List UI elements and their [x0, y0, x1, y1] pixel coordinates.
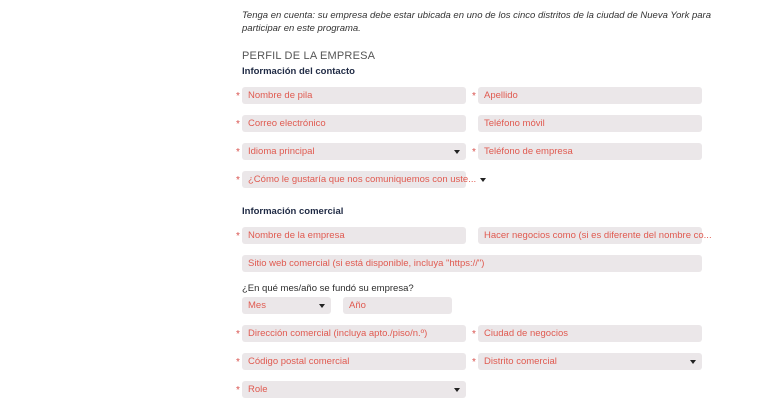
business-zip-input[interactable]: Código postal comercial	[242, 353, 466, 370]
required-mark: *	[236, 147, 240, 158]
required-mark: *	[472, 147, 476, 158]
required-mark: *	[236, 119, 240, 130]
business-city-input[interactable]: Ciudad de negocios	[478, 325, 702, 342]
required-mark: *	[472, 329, 476, 340]
chevron-down-icon	[319, 304, 325, 308]
founded-month-select[interactable]: Mes	[242, 297, 331, 314]
required-mark: *	[236, 329, 240, 340]
website-input[interactable]: Sitio web comercial (si está disponible, incluya "https://")	[242, 255, 702, 272]
email-input[interactable]: Correo electrónico	[242, 115, 466, 132]
primary-language-select[interactable]: Idioma principal	[242, 143, 466, 160]
chevron-down-icon	[454, 150, 460, 154]
required-mark: *	[236, 385, 240, 396]
chevron-down-icon	[690, 360, 696, 364]
role-select[interactable]: Role	[242, 381, 466, 398]
first-name-input[interactable]: Nombre de pila	[242, 87, 466, 104]
business-address-input[interactable]: Dirección comercial (incluya apto./piso/n.º)	[242, 325, 466, 342]
eligibility-note: Tenga en cuenta: su empresa debe estar ubicada en uno de los cinco distritos de la ciudad de Nueva York para participar en este programa.	[242, 10, 711, 34]
business-borough-select[interactable]: Distrito comercial	[478, 353, 702, 370]
required-mark: *	[236, 175, 240, 186]
last-name-input[interactable]: Apellido	[478, 87, 702, 104]
section-title: PERFIL DE LA EMPRESA	[242, 50, 376, 62]
founded-question: ¿En qué mes/año se fundó su empresa?	[242, 283, 414, 294]
dba-input[interactable]: Hacer negocios como (si es diferente del nombre co...	[478, 227, 702, 244]
contact-preference-select[interactable]: ¿Cómo le gustaría que nos comuniquemos con uste...	[242, 171, 466, 188]
company-name-input[interactable]: Nombre de la empresa	[242, 227, 466, 244]
chevron-down-icon	[454, 388, 460, 392]
required-mark: *	[472, 357, 476, 368]
chevron-down-icon	[480, 178, 486, 182]
contact-info-heading: Información del contacto	[242, 66, 355, 77]
required-mark: *	[472, 91, 476, 102]
required-mark: *	[236, 231, 240, 242]
commercial-info-heading: Información comercial	[242, 206, 344, 217]
required-mark: *	[236, 357, 240, 368]
required-mark: *	[236, 91, 240, 102]
company-phone-input[interactable]: Teléfono de empresa	[478, 143, 702, 160]
founded-year-input[interactable]: Año	[343, 297, 452, 314]
mobile-phone-input[interactable]: Teléfono móvil	[478, 115, 702, 132]
